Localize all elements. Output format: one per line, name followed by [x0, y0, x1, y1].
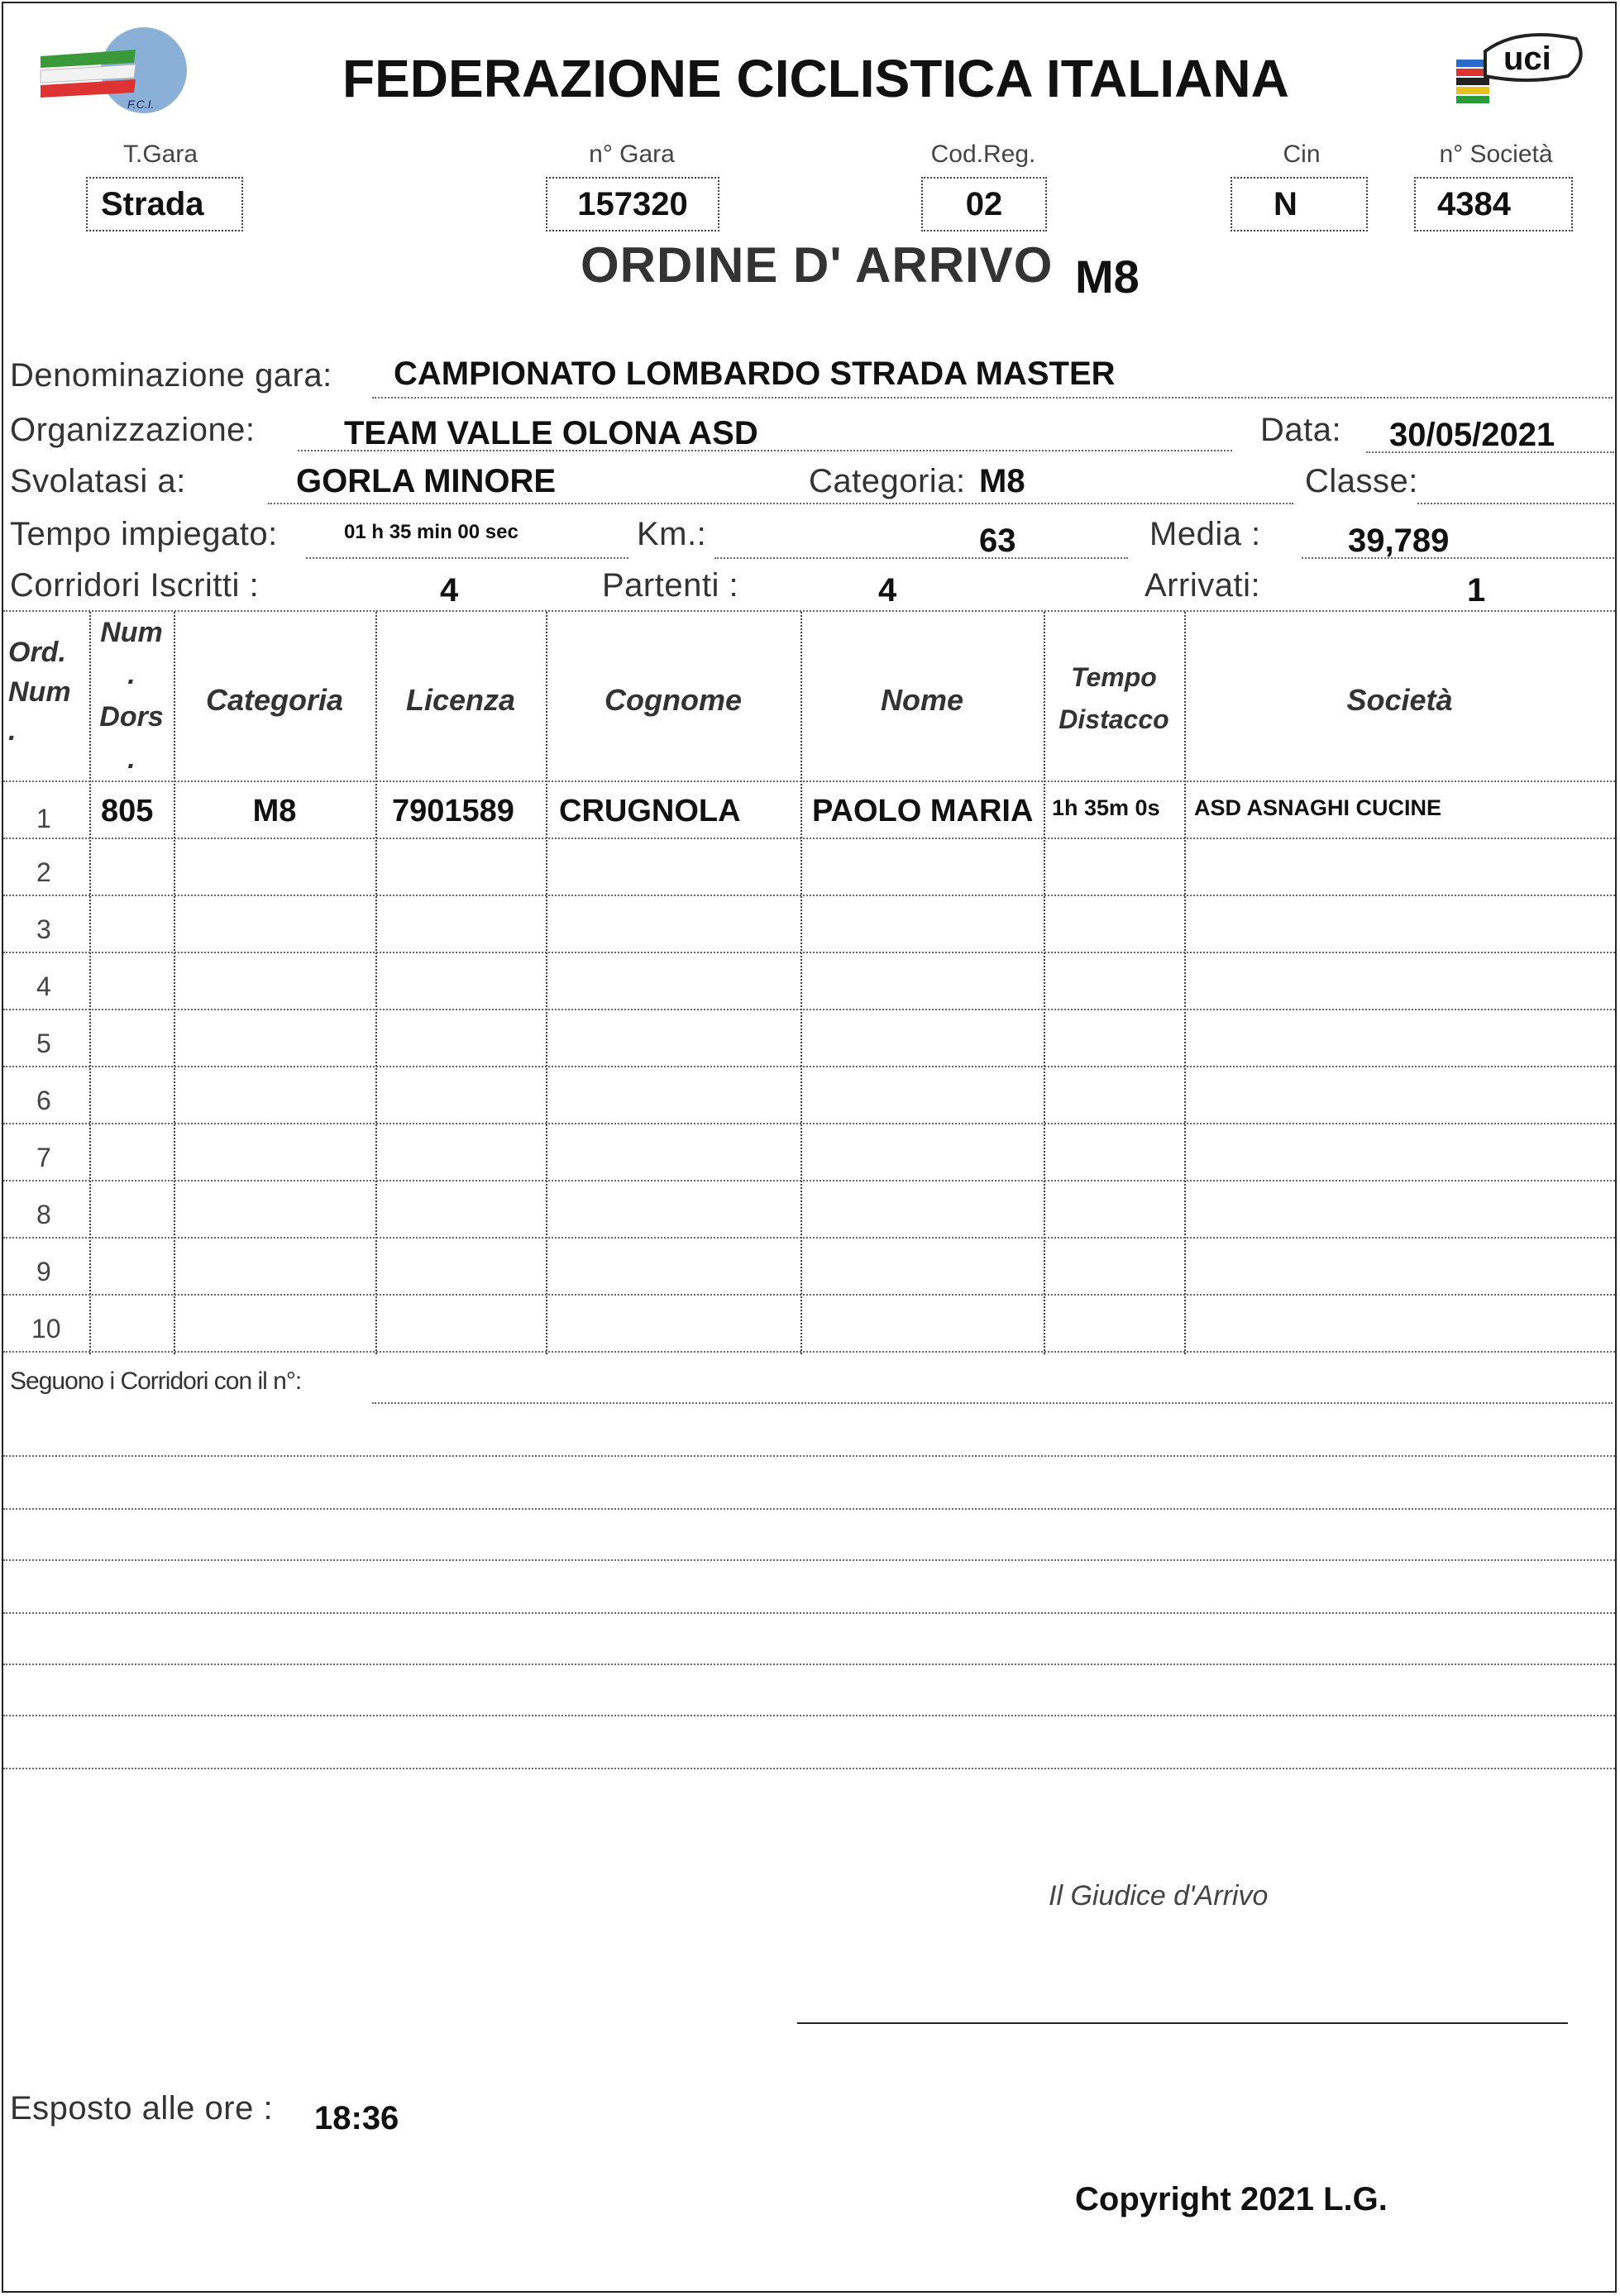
denominazione-value: CAMPIONATO LOMBARDO STRADA MASTER	[394, 356, 1116, 392]
tgara-value: Strada	[86, 177, 243, 232]
header-societa: Società	[1346, 683, 1453, 717]
giudice-label: Il Giudice d'Arrivo	[1049, 1880, 1269, 1912]
row-ord: 2	[36, 857, 51, 887]
categoria-label: Categoria:	[809, 463, 966, 499]
codreg-value: 02	[921, 177, 1047, 232]
row-cognome: CRUGNOLA	[559, 794, 741, 828]
header-cognome: Cognome	[605, 683, 742, 717]
iscritti-label: Corridori Iscritti :	[10, 567, 260, 604]
partenti-label: Partenti :	[602, 567, 739, 604]
iscritti-value: 4	[440, 572, 459, 609]
table-body	[3, 782, 1615, 1354]
header-categoria: Categoria	[205, 683, 344, 717]
nsocieta-value: 4384	[1414, 177, 1573, 232]
fci-logo-text: F.C.I.	[127, 98, 155, 111]
table-row	[3, 1010, 1615, 1067]
row-tempo: 1h 35m 0s	[1052, 795, 1160, 820]
organizzazione-value: TEAM VALLE OLONA ASD	[344, 415, 758, 451]
esposto-value: 18:36	[314, 2100, 399, 2136]
denominazione-label: Denominazione gara:	[10, 357, 332, 394]
doc-title: ORDINE D' ARRIVO	[581, 237, 1054, 293]
row-nome: PAOLO MARIA	[812, 794, 1034, 828]
uci-logo-icon	[1452, 26, 1593, 117]
tempo-value: 01 h 35 min 00 sec	[344, 521, 518, 543]
header-licenza: Licenza	[405, 683, 516, 717]
denominazione-line	[372, 397, 1613, 399]
row-ord: 9	[36, 1257, 51, 1286]
data-line	[1366, 451, 1614, 453]
row-num: 805	[101, 794, 154, 828]
uci-logo-text: uci	[1503, 41, 1551, 77]
table-row	[3, 1239, 1615, 1296]
document-page	[2, 2, 1617, 2293]
cin-value: N	[1231, 177, 1368, 232]
tempo-line	[306, 557, 628, 559]
results-table	[3, 612, 1615, 1354]
fci-logo-icon	[36, 25, 202, 116]
tempo-label: Tempo impiegato:	[10, 516, 278, 552]
data-label: Data:	[1260, 412, 1342, 448]
esposto-label: Esposto alle ore :	[10, 2090, 274, 2127]
table-row	[3, 782, 1615, 839]
km-line	[714, 557, 1128, 559]
copyright: Copyright 2021 L.G.	[1075, 2181, 1388, 2217]
nsocieta-label: n° Società	[1439, 141, 1553, 168]
row-ord: 8	[36, 1200, 51, 1229]
row-ord: 4	[36, 971, 51, 1001]
svolatasi-line	[268, 503, 1293, 504]
doc-category: M8	[1075, 251, 1140, 303]
header-title: FEDERAZIONE CICLISTICA ITALIANA	[342, 49, 1289, 108]
km-value: 63	[979, 523, 1016, 559]
partenti-value: 4	[878, 572, 897, 609]
svolatasi-value: GORLA MINORE	[296, 463, 557, 499]
header-tempo: Tempo Distacco	[1058, 662, 1169, 735]
arrivati-label: Arrivati:	[1145, 567, 1261, 604]
classe-line	[1417, 503, 1614, 504]
arrivati-value: 1	[1467, 572, 1486, 609]
row-ord: 10	[31, 1314, 61, 1344]
row-ord: 3	[36, 914, 51, 944]
tgara-label: T.Gara	[122, 141, 198, 168]
row-ord: 6	[36, 1086, 51, 1115]
row-ord: 5	[36, 1029, 51, 1058]
table-header-row	[3, 612, 1615, 782]
signature-line	[797, 2022, 1568, 2024]
table-row	[3, 953, 1615, 1010]
row-categoria: M8	[252, 794, 297, 828]
row-ord: 7	[36, 1143, 51, 1172]
media-line	[1302, 557, 1614, 559]
ngara-value: 157320	[546, 177, 719, 232]
classe-label: Classe:	[1305, 463, 1418, 499]
seguono-label: Seguono i Corridori con il n°:	[10, 1368, 302, 1395]
organizzazione-line	[298, 450, 1232, 451]
header-num: Num . Dors .	[99, 617, 164, 775]
km-label: Km.:	[637, 516, 707, 552]
media-value: 39,789	[1348, 523, 1450, 559]
codreg-label: Cod.Reg.	[930, 141, 1036, 168]
cin-label: Cin	[1283, 141, 1321, 168]
header-ord: Ord. Num .	[8, 637, 71, 747]
svolatasi-label: Svolatasi a:	[10, 463, 186, 499]
data-value: 30/05/2021	[1389, 417, 1555, 453]
media-label: Media :	[1149, 516, 1261, 552]
table-row	[3, 839, 1615, 896]
table-row	[3, 896, 1615, 953]
row-licenza: 7901589	[392, 794, 514, 828]
categoria-value: M8	[979, 463, 1025, 499]
table-row	[3, 1067, 1615, 1124]
row-societa: ASD ASNAGHI CUCINE	[1194, 795, 1442, 820]
header-nome: Nome	[880, 683, 964, 717]
table-row	[3, 1296, 1615, 1353]
ngara-label: n° Gara	[589, 141, 675, 168]
table-row	[3, 1124, 1615, 1181]
row-ord: 1	[36, 804, 51, 833]
table-row	[3, 1181, 1615, 1239]
organizzazione-label: Organizzazione:	[10, 412, 256, 448]
